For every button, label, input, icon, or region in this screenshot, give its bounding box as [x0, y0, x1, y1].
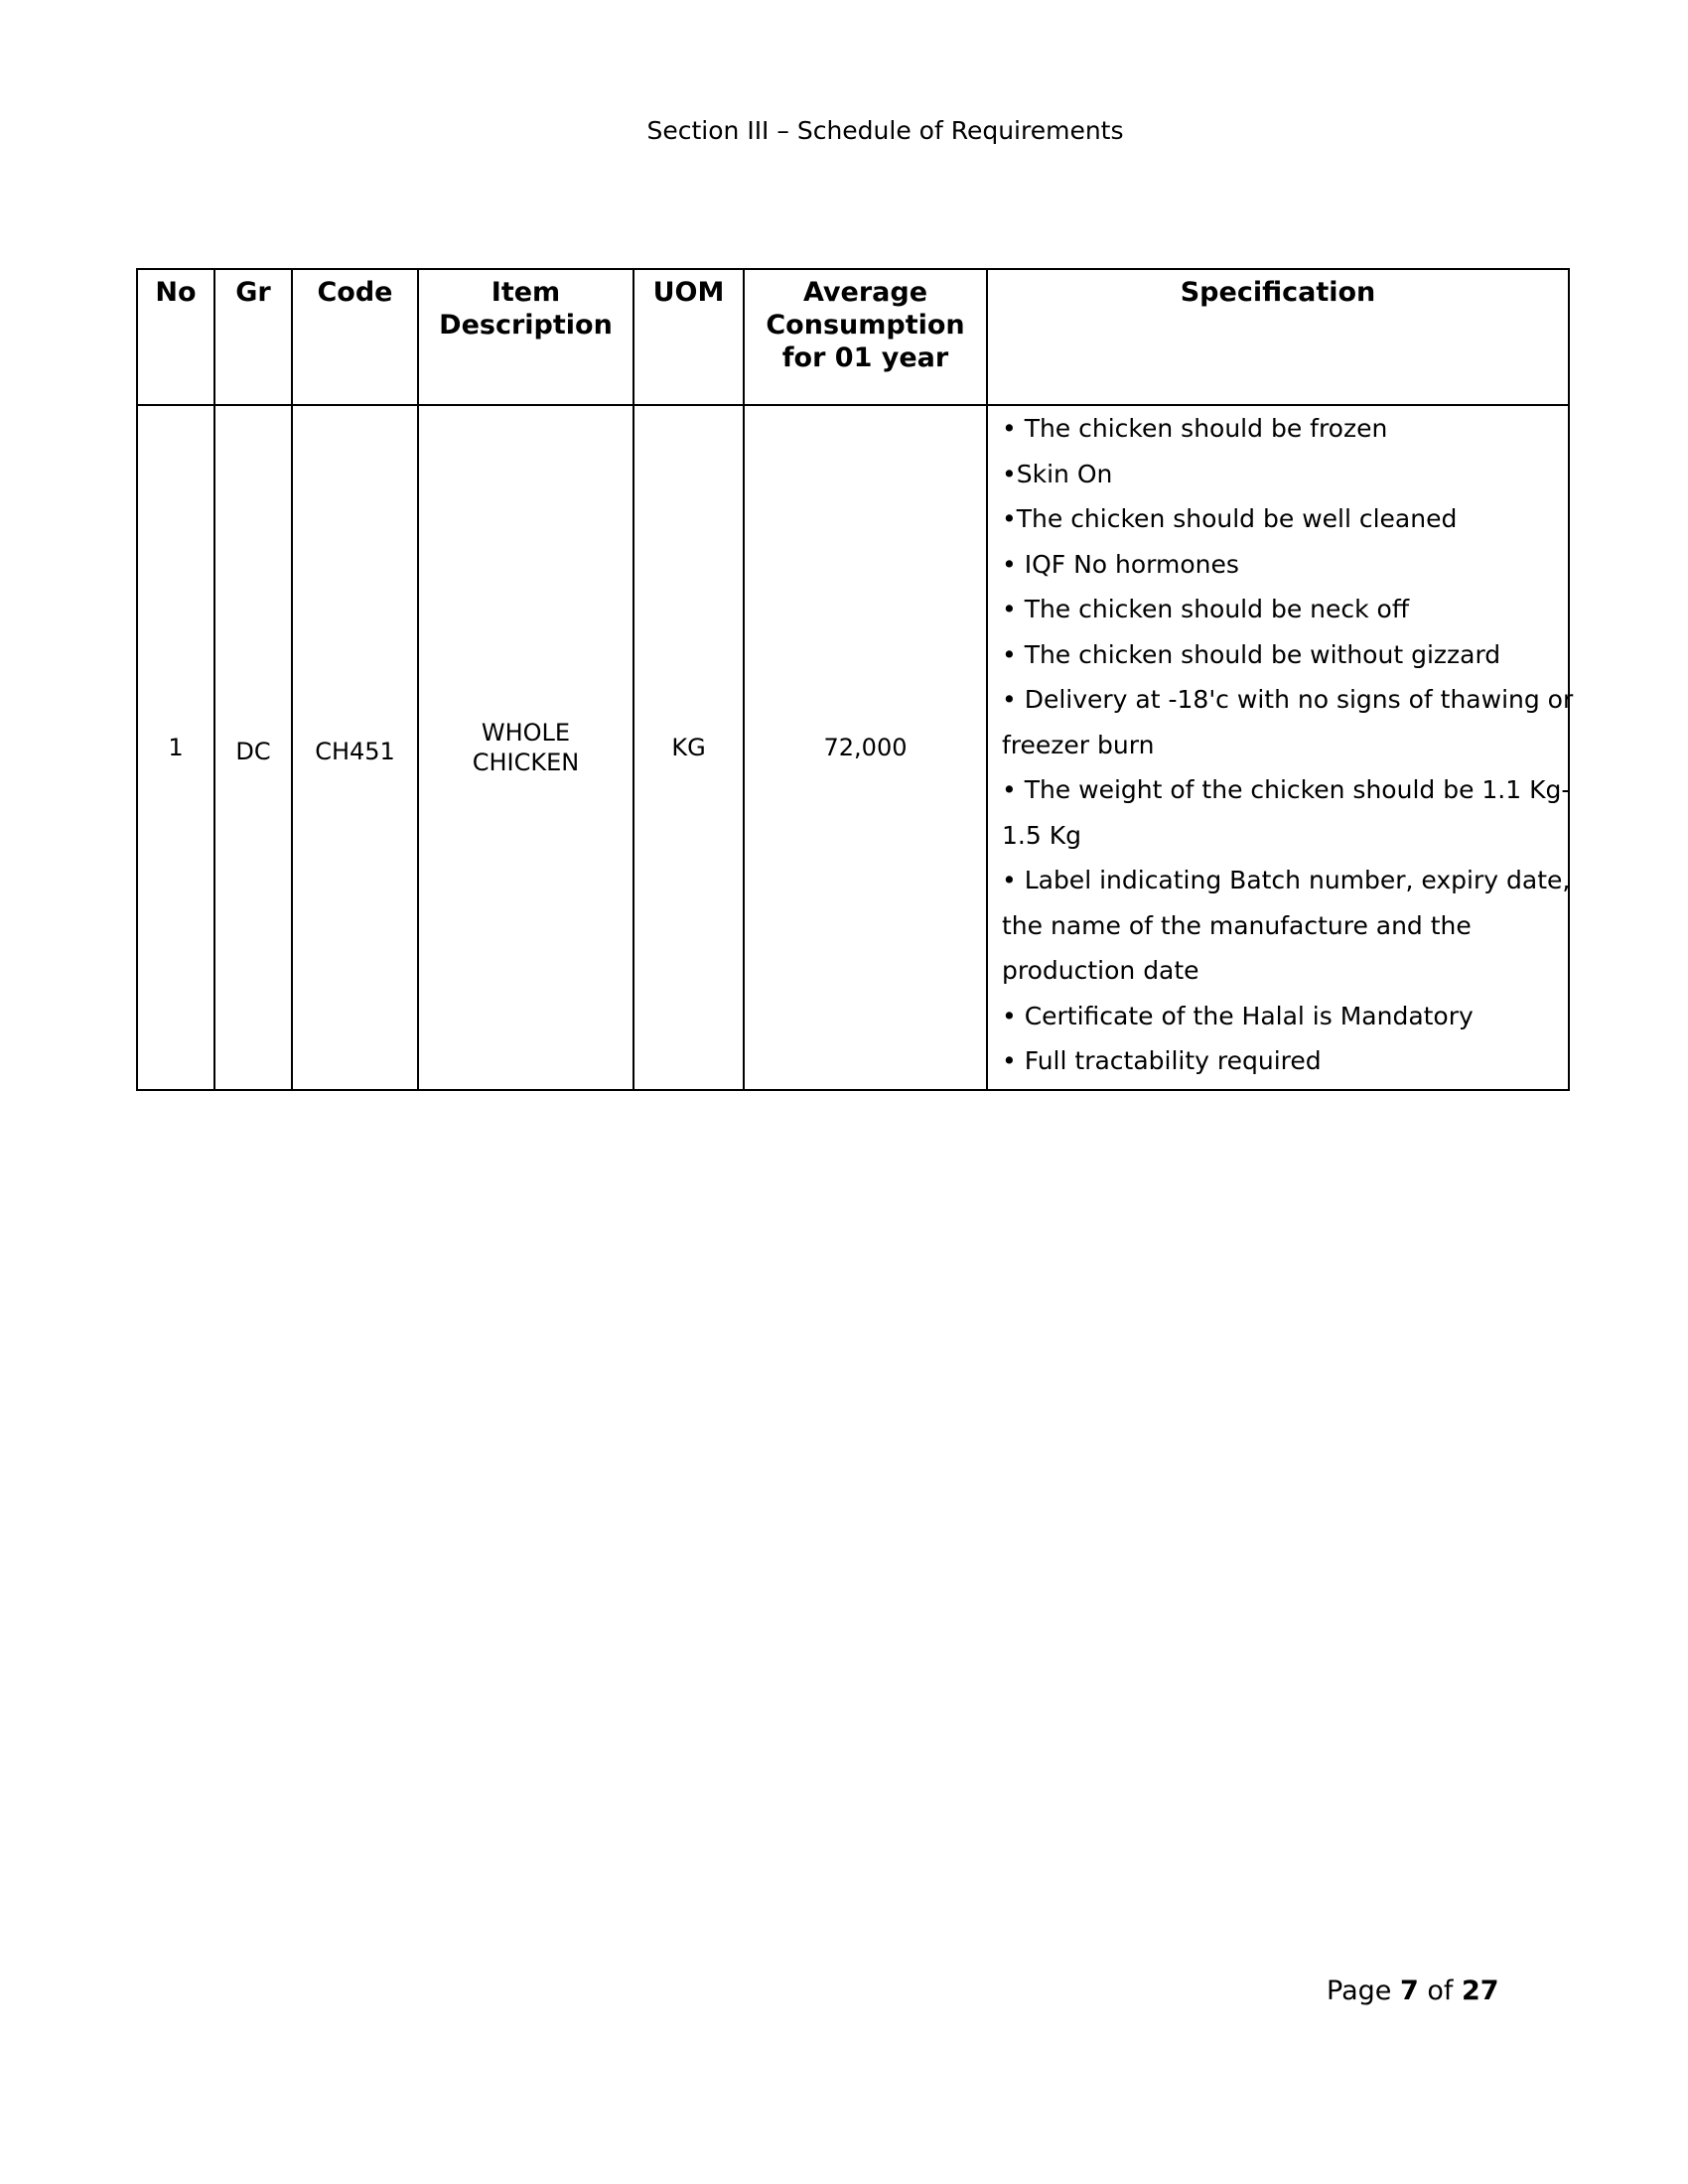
specification-line: •The chicken should be well cleaned	[1002, 504, 1458, 533]
cell-average-consumption: 72,000	[744, 405, 987, 1090]
specification-line: • The weight of the chicken should be 1.1 Kg-	[1002, 775, 1571, 804]
header-uom: UOM	[633, 269, 744, 405]
specification-line: production date	[1002, 956, 1199, 985]
cell-code: CH451	[292, 405, 418, 1090]
schedule-table	[136, 268, 1574, 1091]
specification-line: 1.5 Kg	[1002, 820, 1081, 850]
header-average-consumption-line: Average	[802, 277, 928, 308]
cell-uom: KG	[633, 405, 744, 1090]
specification-line: • The chicken should be without gizzard	[1002, 639, 1501, 669]
header-item-description-line: Description	[439, 310, 613, 341]
header-gr: Gr	[214, 269, 292, 405]
header-no: No	[137, 269, 214, 405]
header-average-consumption-line: for 01 year	[781, 342, 949, 373]
specification-line: freezer burn	[1002, 730, 1155, 759]
header-average-consumption-line: Consumption	[766, 310, 965, 341]
header-item-description	[418, 269, 633, 405]
specification-line: the name of the manufacture and the	[1002, 910, 1472, 940]
cell-gr: DC	[214, 405, 292, 1090]
cell-specification	[987, 405, 1574, 1090]
specification-line: • Certificate of the Halal is Mandatory	[1002, 1001, 1474, 1030]
page-current: 7	[1399, 1976, 1419, 2006]
cell-item-description-line: WHOLE	[481, 719, 571, 747]
cell-no: 1	[137, 405, 214, 1090]
specification-line: •Skin On	[1002, 459, 1113, 488]
specification-line: • The chicken should be frozen	[1002, 414, 1388, 443]
header-code: Code	[292, 269, 418, 405]
cell-item-description-line: CHICKEN	[472, 749, 580, 776]
page-total: 27	[1461, 1976, 1499, 2006]
specification-line: • Label indicating Batch number, expiry date,	[1002, 866, 1571, 894]
header-item-description-line: Item	[491, 277, 561, 308]
section-title: Section III – Schedule of Requirements	[646, 116, 1124, 145]
header-specification: Specification	[987, 269, 1569, 405]
cell-item-description	[418, 405, 633, 1090]
table-row	[137, 405, 1569, 1090]
header-average-consumption	[744, 269, 987, 405]
specification-line: • The chicken should be neck off	[1002, 595, 1410, 623]
table-header-row	[137, 269, 1569, 405]
page-prefix: Page	[1327, 1976, 1392, 2006]
specification-line: • Full tractability required	[1002, 1046, 1322, 1075]
specification-line: • IQF No hormones	[1002, 549, 1239, 579]
page-number	[1327, 1975, 1499, 2008]
page-of: of	[1427, 1976, 1454, 2006]
specification-line: • Delivery at -18'c with no signs of thawing or	[1002, 685, 1574, 714]
